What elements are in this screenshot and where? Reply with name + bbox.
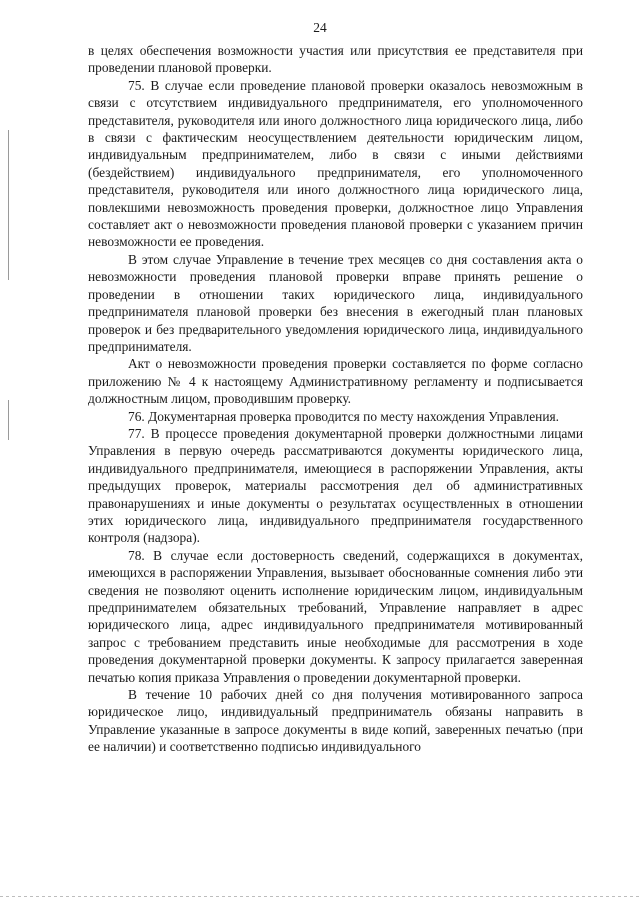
paragraph-75-second: В этом случае Управление в течение трех месяцев со дня составления акта о невозможности проведения плановой проверки вправе принять решение о проведении в отношении таких юридического лица, индивидуального предпринимателя плановой проверки без внесения в ежегодный план плановых проверок и без предварительного уведомления юридического лица, индивидуального предпринимателя.	[88, 251, 583, 354]
paragraph-75: 75. В случае если проведение плановой проверки оказалось невозможным в связи с отсутствием индивидуального предпринимателя, его уполномоченного представителя, руководителя или иного должностного лица юридического лица, либо в связи с фактическим неосуществлением деятельности юридическим лицом, индивидуальным предпринимателем, либо в связи с иными действиями (бездействием) индивидуального предпринимателя, его уполномоченного представителя, руководителя или иного должностного лица юридического лица, повлекшими невозможность проведения проверки, должностное лицо Управления составляет акт о невозможности проведения плановой проверки с указанием причин невозможности ее проведения.	[88, 77, 583, 250]
paragraph-77: 77. В процессе проведения документарной проверки должностными лицами Управления в первую очередь рассматриваются документы юридического лица, индивидуального предпринимателя, имеющиеся в распоряжении Управления, акты предыдущих проверок, материалы рассмотрения дел об административных правонарушениях и иные документы о результатах осуществленных в отношении этих юридического лица, индивидуального предпринимателя государственного контроля (надзора).	[88, 425, 583, 546]
paragraph-78: 78. В случае если достоверность сведений, содержащихся в документах, имеющихся в распоряжении Управления, вызывает обоснованные сомнения либо эти сведения не позволяют оценить исполнение юридическим лицом, индивидуальным предпринимателем обязательных требований, Управление направляет в адрес юридического лица, адрес индивидуального предпринимателя мотивированный запрос с требованием представить иные необходимые для рассмотрения в ходе проведения документарной проверки документы. К запросу прилагается заверенная печатью копия приказа Управления о проведении документарной проверки.	[88, 547, 583, 685]
paragraph-continuation: в целях обеспечения возможности участия или присутствия ее представителя при проведении плановой проверки.	[88, 43, 583, 76]
paragraph-76: 76. Документарная проверка проводится по месту нахождения Управления.	[128, 408, 560, 424]
scan-bottom-edge	[0, 896, 640, 897]
page-number: 24	[313, 20, 327, 35]
paragraph-78-second: В течение 10 рабочих дней со дня получения мотивированного запроса юридическое лицо, индивидуальный предприниматель обязаны направить в Управление указанные в запросе документы в виде копий, заверенных печатью (при ее наличии) и соответственно подписью индивидуального	[88, 687, 583, 755]
scan-margin-mark-lower	[8, 400, 9, 440]
document-body	[88, 42, 583, 756]
paragraph-75-third: Акт о невозможности проведения проверки составляется по форме согласно приложению № 4 к настоящему Административному регламенту и подписывается должностным лицом, проводившим проверку.	[88, 356, 583, 407]
scan-margin-mark-upper	[8, 130, 9, 280]
